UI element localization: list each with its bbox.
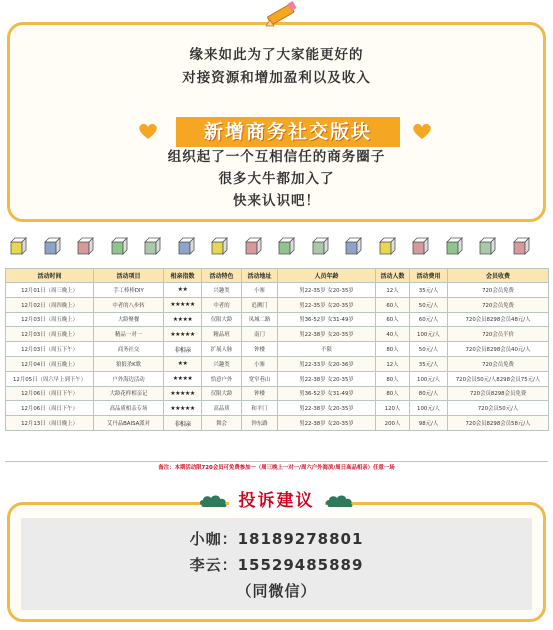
table-cell: 男22-33岁 女20-36岁: [278, 356, 376, 371]
table-cell: 12月03日（周五晚上）: [6, 327, 94, 342]
table-cell: 720会员免费: [448, 297, 549, 312]
table-cell: 凤城二路: [242, 312, 278, 327]
table-cell: 仅限大龄: [202, 386, 242, 401]
table-cell: 高品质: [202, 401, 242, 416]
table-cell: 高品质相亲专场: [94, 401, 164, 416]
table-cell: 12月02日（周四晚上）: [6, 297, 94, 312]
table-row: [6, 283, 549, 298]
table-cell: 98元/人: [410, 416, 448, 431]
table-cell: 12月03日（周五晚上）: [6, 312, 94, 327]
table-cell: 男22-35岁 女20-35岁: [278, 283, 376, 298]
table-cell: 35元/人: [410, 356, 448, 371]
table-cell: 南门: [242, 327, 278, 342]
table-cell: 男22-38岁 女20-35岁: [278, 416, 376, 431]
column-header: 活动地址: [242, 269, 278, 283]
table-cell: 仅限大龄: [202, 312, 242, 327]
table-row: [6, 297, 549, 312]
table-cell: 720会员50元/人: [448, 401, 549, 416]
table-header-row: [6, 269, 549, 283]
table-cell: 80人: [376, 371, 410, 386]
table-cell: 720会员半价: [448, 327, 549, 342]
table-cell: 12月04日（周五晚上）: [6, 356, 94, 371]
cube-icon: [245, 237, 263, 255]
table-cell: 男22-38岁 女20-35岁: [278, 371, 376, 386]
contact-box: [21, 518, 532, 610]
cube-icon: [211, 237, 229, 255]
table-cell: 60元/人: [410, 312, 448, 327]
table-cell: 钟楼: [242, 386, 278, 401]
intro-line-2: 对接资源和增加盈利以及收入: [182, 70, 371, 86]
table-row: [6, 416, 549, 431]
table-cell: 小寨: [242, 283, 278, 298]
table-cell: 50元/人: [410, 297, 448, 312]
table-row: [6, 327, 549, 342]
table-cell: 扩展人脉: [202, 342, 242, 357]
table-cell: 100元/人: [410, 401, 448, 416]
table-cell: 商务社交: [94, 342, 164, 357]
table-note: 备注：本期活动限720会员可免费参加一（周三晚上一对一/周六户外海滨/周日高品相亲）任意一场: [5, 461, 548, 473]
pencil-icon: [262, 0, 302, 34]
table-cell: 120人: [376, 401, 410, 416]
heart-icon-right: [412, 121, 432, 141]
table-cell: 大龄聚餐: [94, 312, 164, 327]
table-cell: 35元/人: [410, 283, 448, 298]
column-header: 活动特色: [202, 269, 242, 283]
table-cell: 50元/人: [410, 342, 448, 357]
table-cell: 宽窄巷山: [242, 371, 278, 386]
table-cell: 艾丹品BAISA派对: [94, 416, 164, 431]
table-cell: 200人: [376, 416, 410, 431]
table-row: [6, 312, 549, 327]
complaint-title-text: 投诉建议: [238, 491, 315, 511]
contact-line-1: 小咖：18189278801: [189, 530, 364, 548]
cube-icon: [513, 237, 531, 255]
column-header: 活动人数: [376, 269, 410, 283]
table-row: [6, 386, 549, 401]
table-cell: 720会员50元/人8298会员75元/人: [448, 371, 549, 386]
table-cell: 中者的八步转: [94, 297, 164, 312]
rating-cell: ★★: [164, 283, 202, 298]
cube-icon: [44, 237, 62, 255]
table-cell: 钟楼: [242, 342, 278, 357]
column-header: 活动费用: [410, 269, 448, 283]
cube-icon: [144, 237, 162, 255]
table-cell: 12月13日（周日晚上）: [6, 416, 94, 431]
banner-new-section: 新增商务社交版块: [176, 117, 400, 147]
table-cell: 12月01日（周三晚上）: [6, 283, 94, 298]
intro-line-3: 组织起了一个互相信任的商务圈子: [167, 149, 386, 165]
rating-cell: ★★★★★: [164, 401, 202, 416]
complaint-title: [229, 488, 325, 514]
table-cell: 和平门: [242, 401, 278, 416]
table-cell: 户外海边活动: [94, 371, 164, 386]
activity-schedule-table: [5, 268, 549, 431]
rating-cell: ★★★★★: [164, 297, 202, 312]
column-header: 会员收费: [448, 269, 549, 283]
table-cell: 舞会: [202, 416, 242, 431]
table-cell: 男36-52岁 女31-49岁: [278, 312, 376, 327]
table-cell: 720会员免费: [448, 283, 549, 298]
cube-icon: [345, 237, 363, 255]
table-cell: 720会员8298会员48元/人: [448, 312, 549, 327]
table-cell: 钟东路: [242, 416, 278, 431]
table-cell: 精品班: [202, 327, 242, 342]
table-cell: 100元/人: [410, 371, 448, 386]
complaint-title-wrap: [0, 488, 553, 514]
intro-line-4: 很多大牛都加入了: [218, 171, 335, 187]
table-cell: 兴趣类: [202, 356, 242, 371]
table-cell: 男22-38岁 女20-35岁: [278, 327, 376, 342]
table-cell: 720会员8298会员58元/人: [448, 416, 549, 431]
rating-cell: ★★: [164, 356, 202, 371]
cube-icon: [278, 237, 296, 255]
intro-line-1: 缘来如此为了大家能更好的: [189, 47, 364, 63]
table-cell: 手工棒棒DIY: [94, 283, 164, 298]
table-cell: 精品一对一: [94, 327, 164, 342]
table-row: [6, 356, 549, 371]
intro-card: [7, 22, 546, 222]
rating-cell: ★★★★: [164, 371, 202, 386]
table-cell: 60人: [376, 297, 410, 312]
rating-cell: ★★★★★: [164, 327, 202, 342]
table-cell: 12人: [376, 356, 410, 371]
decorative-cube-row: [10, 237, 543, 259]
table-cell: 720会员免费: [448, 356, 549, 371]
table-cell: 大龄花样相亲记: [94, 386, 164, 401]
table-cell: 男22-35岁 女20-35岁: [278, 297, 376, 312]
intro-line-5: 快来认识吧！: [233, 193, 320, 209]
table-cell: 12月06日（周日下午）: [6, 386, 94, 401]
table-cell: 720会员8298会员免费: [448, 386, 549, 401]
table-cell: 12人: [376, 283, 410, 298]
table-cell: 80人: [376, 342, 410, 357]
table-cell: 男22-38岁 女20-35岁: [278, 401, 376, 416]
column-header: 人员年龄: [278, 269, 376, 283]
table-cell: 中者的: [202, 297, 242, 312]
cube-icon: [446, 237, 464, 255]
table-row: [6, 371, 549, 386]
cube-icon: [412, 237, 430, 255]
contact-line-3: （同微信）: [236, 582, 317, 600]
table-cell: 60人: [376, 312, 410, 327]
table-cell: 80元/人: [410, 386, 448, 401]
table-cell: 不限: [278, 342, 376, 357]
cloud-icon-right: [325, 493, 355, 509]
table-cell: 恰意户外: [202, 371, 242, 386]
cube-icon: [77, 237, 95, 255]
table-cell: 12月06日（周日下午）: [6, 401, 94, 416]
cube-icon: [111, 237, 129, 255]
rating-cell: 非相亲: [164, 416, 202, 431]
table-cell: 720会员8298会员40元/人: [448, 342, 549, 357]
table-cell: 12月05日（周六早上到下午）: [6, 371, 94, 386]
table-cell: 追溯门: [242, 297, 278, 312]
table-cell: 兴趣类: [202, 283, 242, 298]
contact-line-2: 李云：15529485889: [189, 556, 364, 574]
cube-icon: [178, 237, 196, 255]
table-cell: 12月03日（周五下午）: [6, 342, 94, 357]
column-header: 活动时间: [6, 269, 94, 283]
rating-cell: ★★★★: [164, 312, 202, 327]
cube-icon: [10, 237, 28, 255]
cube-icon: [479, 237, 497, 255]
rating-cell: 非相亲: [164, 342, 202, 357]
table-cell: 男36-52岁 女31-49岁: [278, 386, 376, 401]
table-cell: 40人: [376, 327, 410, 342]
heart-icon-left: [138, 121, 158, 141]
cube-icon: [312, 237, 330, 255]
table-cell: 100元/人: [410, 327, 448, 342]
cloud-icon-left: [199, 493, 229, 509]
cube-icon: [379, 237, 397, 255]
table-cell: 80人: [376, 386, 410, 401]
table-cell: 小寨: [242, 356, 278, 371]
table-row: [6, 401, 549, 416]
column-header: 相亲指数: [164, 269, 202, 283]
column-header: 活动项目: [94, 269, 164, 283]
table-row: [6, 342, 549, 357]
table-cell: 狼狼杀K歌: [94, 356, 164, 371]
rating-cell: ★★★★★: [164, 386, 202, 401]
